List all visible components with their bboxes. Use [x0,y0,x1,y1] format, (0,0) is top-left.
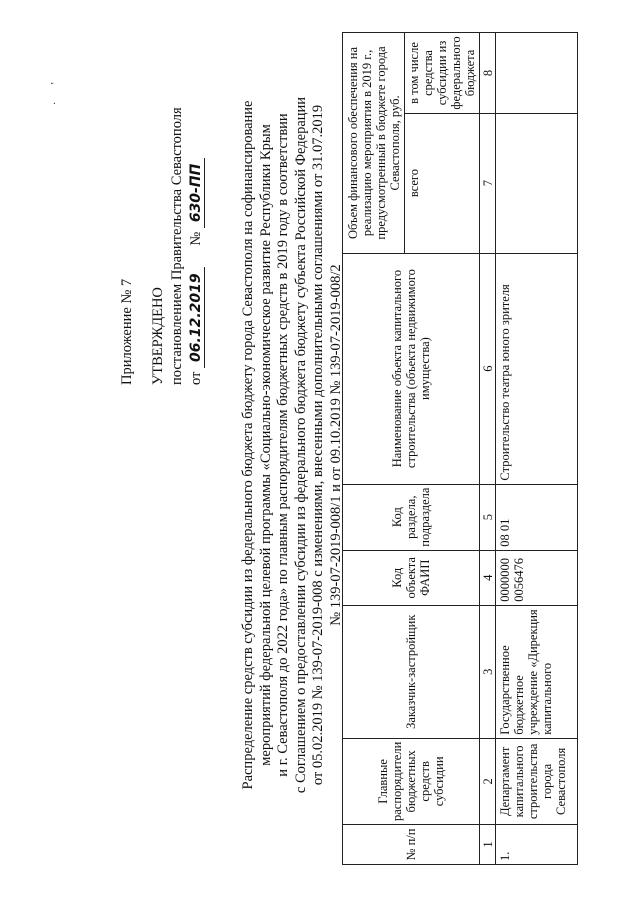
table-row [496,33,578,865]
appendix-label: Приложение № 7 [119,278,135,385]
document-heading [240,25,345,865]
header-federal-share: в том числе средства субсидии из федерального бюджета [405,33,480,113]
decree-date: 06.12.2019 [188,267,205,368]
cell-federal-share [496,33,578,113]
column-number: 5 [480,484,496,550]
cell-num: 1. [496,825,578,865]
column-number-row [480,33,496,865]
approved-label: УТВЕРЖДЕНО [150,287,166,385]
header-funding-volume: Объем финансового обеспечения на реализацию мероприятия в 2019 г., предусмотренный в бюджете города Севастополя, руб. [343,33,405,253]
cell-main-distributor: Департамент капитального строительства города Севастополя [496,738,578,824]
subsidy-table [342,32,578,865]
date-prefix: от [188,371,204,385]
cell-faip-code: 0000000 0056476 [496,550,578,605]
column-number: 3 [480,605,496,738]
column-number: 8 [480,33,496,113]
decree-label: постановлением Правительства Севастополя [169,107,185,385]
header-num: № п/п [343,825,480,865]
column-number: 6 [480,253,496,484]
column-number: 2 [480,738,496,824]
approval-block [118,5,206,385]
heading-line: и г. Севастополя до 2022 года» по главным распорядителям бюджетных средств в 2019 году в соответствии [275,113,291,777]
heading-line: с Соглашением о предоставлении субсидии из федерального бюджета бюджету субъекта Российской Федерации [292,96,309,794]
decree-number: 630-ПП [188,158,205,228]
header-faip-code: Код объекта ФАИП [343,550,480,605]
decree-date-line [187,5,206,385]
column-number: 7 [480,113,496,253]
column-number: 1 [480,825,496,865]
cell-customer: Государственное бюджетное учреждение «Дирекция капитального [496,605,578,738]
header-total: всего [405,113,480,253]
cell-total [496,113,578,253]
scan-marks: · ' [50,82,61,105]
heading-line: от 05.02.2019 № 139-07-2019-008 с изменениями, внесенными дополнительными соглашениями от 31.07.2019 [310,104,326,786]
header-section-code: Код раздела, подраздела [343,484,480,550]
cell-section-code: 08 01 [496,484,578,550]
number-prefix: № [188,231,204,246]
header-customer: Заказчик-застройщик [343,605,480,738]
heading-line: мероприятий федеральной целевой программы «Социально-экономическое развитие Республики Крым [257,124,274,766]
column-number: 4 [480,550,496,605]
header-main-distributor: Главные распорядители бюджетных средств субсидии [343,738,480,824]
heading-line: Распределение средств субсидии из федерального бюджета бюджету города Севастополя на софинансирование [240,100,256,790]
cell-object-name: Строительство театра юного зрителя [496,253,578,484]
heading-line: № 139-07-2019-008/1 и от 09.10.2019 № 139-07-2019-008/2 [327,264,344,626]
header-object-name: Наименование объекта капитального строительства (объекта недвижимого имущества) [343,253,480,484]
